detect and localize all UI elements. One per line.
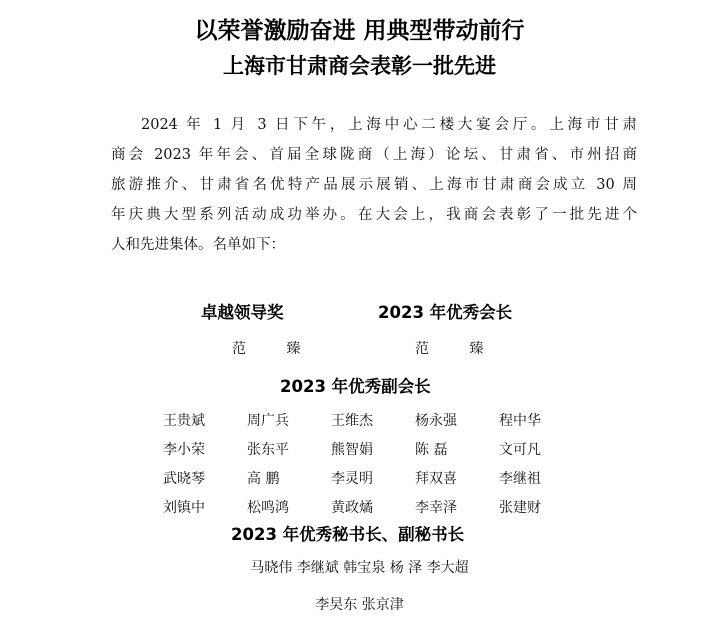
paragraph-line: 年庆典大型系列活动成功举办。在大会上，我商会表彰了一批先进个 (111, 207, 637, 223)
name-cell: 拜双喜 (415, 471, 457, 487)
name-cell: 熊智娟 (331, 442, 373, 458)
president-award-name: 范 臻 (415, 341, 502, 357)
intro-paragraph (111, 110, 637, 260)
secretary-names-row-2: 李旲东 张京津 (315, 597, 404, 613)
name-cell: 张东平 (247, 442, 289, 458)
name-cell: 文可凡 (499, 442, 541, 458)
name-cell: 黄政燏 (331, 500, 373, 516)
paragraph-line: 人和先进集体。名单如下： (111, 237, 285, 253)
name-cell: 高 鹏 (247, 471, 280, 487)
name-cell: 武晓琴 (163, 471, 205, 487)
name-cell: 李幸泽 (415, 500, 457, 516)
name-cell: 杨永强 (415, 413, 457, 429)
article-subtitle: 上海市甘肃商会表彰一批先进 (223, 54, 496, 78)
name-cell: 刘镇中 (163, 500, 205, 516)
paragraph-line: 旅游推介、甘肃省名优特产品展示展销、上海市甘肃商会成立 30 周 (111, 177, 637, 193)
heading-excellent-president: 2023 年优秀会长 (378, 303, 513, 322)
name-cell: 王维杰 (331, 413, 373, 429)
name-cell: 李灵明 (331, 471, 373, 487)
paragraph-line: 2024 年 1 月 3 日下午，上海中心二楼大宴会厅。上海市甘肃 (141, 117, 637, 133)
name-cell: 李小荣 (163, 442, 205, 458)
heading-excellent-vice-president: 2023 年优秀副会长 (280, 377, 431, 396)
paragraph-line: 商会 2023 年年会、首届全球陇商（上海）论坛、甘肃省、市州招商 (111, 147, 637, 163)
name-cell: 陈 磊 (415, 442, 448, 458)
name-cell: 李继祖 (499, 471, 541, 487)
article-title: 以荣誉激励奋进 用典型带动前行 (194, 18, 525, 44)
name-cell: 周广兵 (247, 413, 289, 429)
vice-president-names (163, 408, 583, 521)
name-cell: 王贵斌 (163, 413, 205, 429)
name-cell: 松鸣鸿 (247, 500, 289, 516)
heading-leadership-award: 卓越领导奖 (201, 303, 284, 322)
secretary-names-row-1: 马晓伟 李继斌 韩宝泉 杨 泽 李大超 (250, 560, 469, 576)
name-cell: 程中华 (499, 413, 541, 429)
leadership-award-name: 范 臻 (232, 341, 319, 357)
heading-excellent-secretary: 2023 年优秀秘书长、副秘书长 (231, 525, 465, 544)
name-cell: 张建财 (499, 500, 541, 516)
